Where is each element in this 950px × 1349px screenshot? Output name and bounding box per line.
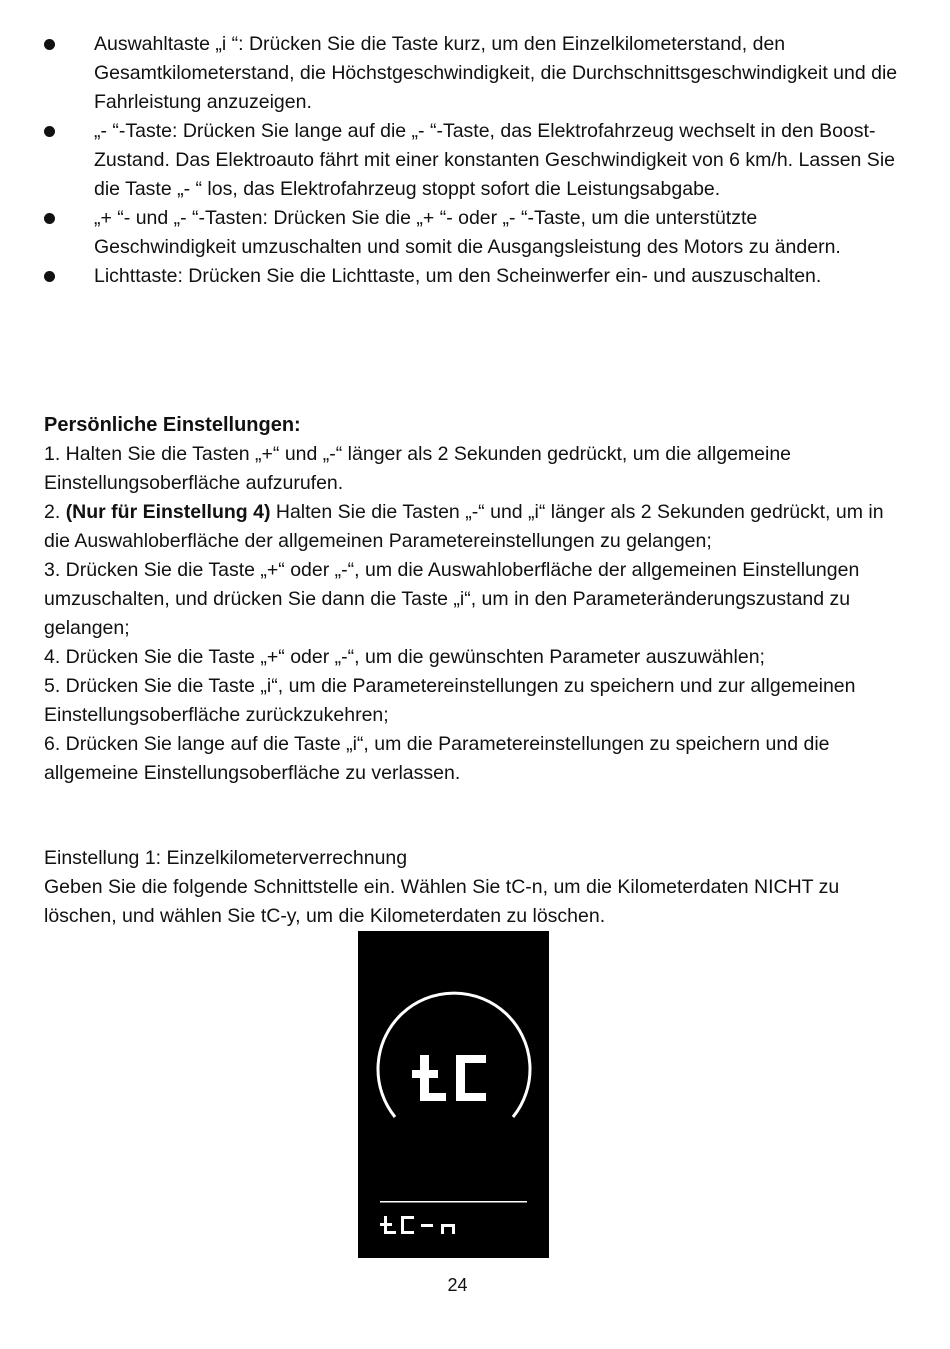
step-2-note: (Nur für Einstellung 4)	[65, 501, 271, 523]
step-2-text: Halten Sie die Tasten „-“ und „i“ länger als 2 Sekunden gedrückt, um in die Auswahloberfläche der allgemeinen Parametereinstellungen zu gelangen;	[44, 501, 884, 552]
personal-settings-section	[44, 410, 904, 788]
divider-line	[380, 1201, 527, 1203]
page-number: 24	[447, 1275, 468, 1295]
button-description-list	[44, 30, 904, 291]
lcd-display-graphic	[358, 931, 549, 1258]
setting-1-title: Einstellung 1: Einzelkilometerverrechnung	[44, 847, 408, 869]
setting-1-section	[44, 844, 904, 931]
step-5: 5. Drücken Sie die Taste „i“, um die Parametereinstellungen zu speichern und zur allgemeinen Einstellungsoberfläche zurückzukehren;	[44, 675, 856, 726]
step-6: 6. Drücken Sie lange auf die Taste „i“, um die Parametereinstellungen zu speichern und die allgemeine Einstellungsoberfläche zu verlassen.	[44, 733, 830, 784]
option-readout-tc-n	[380, 1216, 455, 1234]
list-item	[44, 262, 904, 291]
speed-arc	[378, 993, 530, 1117]
step-4: 4. Drücken Sie die Taste „+“ oder „-“, um die gewünschten Parameter auszuwählen;	[44, 646, 765, 668]
step-1: 1. Halten Sie die Tasten „+“ und „-“ länger als 2 Sekunden gedrückt, um die allgemeine Einstellungsoberfläche aufzurufen.	[44, 443, 792, 494]
list-item	[44, 117, 904, 204]
bullet-icon	[44, 213, 55, 224]
bullet-icon	[44, 126, 55, 137]
bullet-text-plus-minus-buttons: „+ “- und „- “-Tasten: Drücken Sie die „+ “- oder „- “-Taste, um die unterstützte Geschwindigkeit umzuschalten und somit die Ausgangsleistung des Motors zu ändern.	[94, 207, 841, 258]
bullet-icon	[44, 271, 55, 282]
list-item	[44, 30, 904, 117]
lcd-display-image	[358, 931, 549, 1258]
step-2	[44, 498, 904, 556]
bullet-text-select-button: Auswahltaste „i “: Drücken Sie die Taste kurz, um den Einzelkilometerstand, den Gesamtkilometerstand, die Höchstgeschwindigkeit, die Durchschnittsgeschwindigkeit und die Fahrleistung anzuzeigen.	[94, 33, 898, 113]
section-heading: Persönliche Einstellungen:	[44, 414, 301, 436]
list-item	[44, 204, 904, 262]
bullet-text-light-button: Lichttaste: Drücken Sie die Lichttaste, um den Scheinwerfer ein- und auszuschalten.	[94, 265, 822, 287]
bullet-icon	[44, 39, 55, 50]
bullet-text-minus-button: „- “-Taste: Drücken Sie lange auf die „- “-Taste, das Elektrofahrzeug wechselt in den Boost-Zustand. Das Elektroauto fährt mit einer konstanten Geschwindigkeit von 6 km/h. Lassen Sie die Taste „- “ los, das Elektrofahrzeug stoppt sofort die Leistungsabgabe.	[94, 120, 895, 200]
step-2-number: 2.	[44, 501, 66, 523]
step-3: 3. Drücken Sie die Taste „+“ oder „-“, um die Auswahloberfläche der allgemeinen Einstellungen umzuschalten, und drücken Sie dann die Taste „i“, um in den Parameteränderungszustand zu gelangen;	[44, 559, 860, 639]
main-readout-tc	[412, 1055, 486, 1101]
setting-1-description: Geben Sie die folgende Schnittstelle ein. Wählen Sie tC-n, um die Kilometerdaten NICHT zu löschen, und wählen Sie tC-y, um die Kilometerdaten zu löschen.	[44, 876, 840, 927]
